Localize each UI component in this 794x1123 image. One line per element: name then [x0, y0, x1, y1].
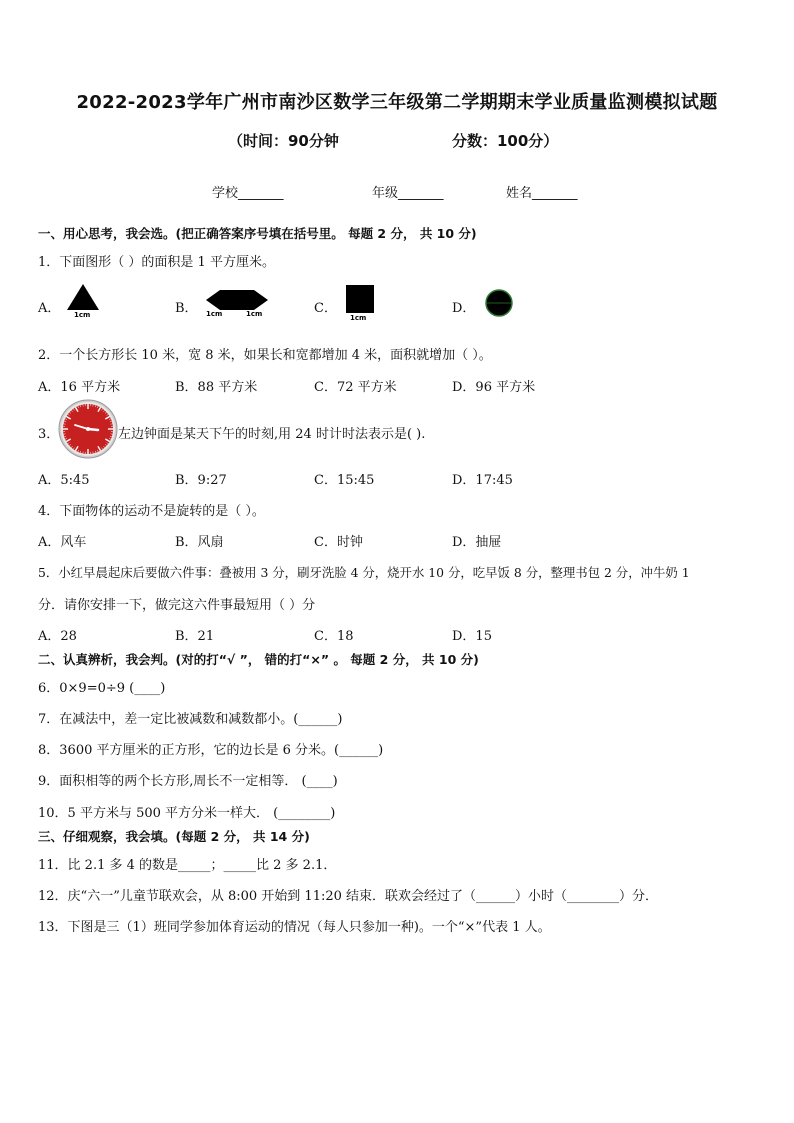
option-5d: D．15	[452, 629, 492, 644]
page-title: 2022-2023学年广州市南沙区数学三年级第二学期期末学业质量监测模拟试题	[76, 92, 718, 113]
question-5-line-2: 分．请你安排一下，做完这六件事最短用（ ）分	[38, 598, 316, 613]
clock-image	[58, 399, 118, 459]
question-7: 7．在减法中，差一定比被减数和减数都小。(______)	[38, 712, 343, 727]
question-3: 左边钟面是某天下午的时刻,用 24 时计时法表示是( ).	[118, 427, 426, 442]
triangle-shape	[66, 283, 100, 319]
option-4d: D．抽屉	[452, 535, 502, 550]
exam-score: 分数：100分）	[452, 132, 559, 150]
option-5b: B．21	[175, 629, 215, 644]
question-8: 8．3600 平方厘米的正方形，它的边长是 6 分米。(______)	[38, 743, 384, 758]
option-1b: B．	[175, 301, 198, 316]
grade-field: 年级_______	[372, 186, 444, 201]
question-11: 11．比 2.1 多 4 的数是_____；_____比 2 多 2.1．	[38, 858, 337, 873]
option-1a: A．	[38, 301, 61, 316]
school-field: 学校_______	[212, 186, 284, 201]
exam-time: （时间：90分钟	[228, 132, 339, 150]
option-1c: C．	[314, 301, 337, 316]
shape-label: 1cm	[74, 311, 91, 319]
question-4: 4．下面物体的运动不是旋转的是（ ）。	[38, 504, 265, 519]
option-3b: B．9:27	[175, 473, 227, 488]
option-2b: B．88 平方米	[175, 380, 258, 395]
question-13: 13．下图是三（1）班同学参加体育运动的情况（每人只参加一种)。一个“×”代表 1 人。	[38, 920, 551, 935]
question-5-line-1: 5．小红早晨起床后要做六件事：叠被用 3 分，刷牙洗脸 4 分，烧开水 10 分，吃早饭 8 分，整理书包 2 分，冲牛奶 1	[38, 565, 690, 580]
shape-label: 1cm	[350, 314, 367, 322]
option-1d: D．	[452, 301, 476, 316]
square-shape	[346, 285, 376, 323]
option-5c: C．18	[314, 629, 354, 644]
question-3-number: 3．	[38, 427, 60, 442]
name-field: 姓名_______	[506, 186, 578, 201]
question-1: 1．下面图形（ ）的面积是 1 平方厘米。	[38, 255, 275, 270]
question-12: 12．庆“六一”儿童节联欢会，从 8:00 开始到 11:20 结束．联欢会经过了（______）小时（________）分．	[38, 889, 659, 904]
option-2c: C．72 平方米	[314, 380, 397, 395]
rhombus-shape	[206, 289, 268, 319]
section-heading-1: 一、用心思考，我会选。(把正确答案序号填在括号里。 每题 2 分， 共 10 分)	[38, 226, 477, 241]
shape-label: 1cm	[206, 310, 223, 318]
option-2d: D．96 平方米	[452, 380, 536, 395]
option-4b: B．风扇	[175, 535, 224, 550]
option-2a: A．16 平方米	[38, 380, 121, 395]
option-4c: C．时钟	[314, 535, 363, 550]
option-3a: A．5:45	[38, 473, 90, 488]
option-3d: D．17:45	[452, 473, 513, 488]
option-4a: A．风车	[38, 535, 87, 550]
section-heading-3: 三、仔细观察，我会填。(每题 2 分， 共 14 分)	[38, 829, 310, 844]
question-10: 10．5 平方米与 500 平方分米一样大． (________)	[38, 806, 336, 821]
circle-shape	[484, 288, 514, 318]
section-heading-2: 二、认真辨析，我会判。(对的打“√ ”， 错的打“×” 。 每题 2 分， 共 10 分)	[38, 652, 479, 667]
shape-label: 1cm	[246, 310, 263, 318]
question-2: 2．一个长方形长 10 米，宽 8 米，如果长和宽都增加 4 米，面积就增加（ ）。	[38, 348, 492, 363]
question-9: 9．面积相等的两个长方形,周长不一定相等． (____)	[38, 774, 338, 789]
option-5a: A．28	[38, 629, 77, 644]
option-3c: C．15:45	[314, 473, 375, 488]
question-6: 6．0×9=0÷9 (____)	[38, 681, 166, 696]
